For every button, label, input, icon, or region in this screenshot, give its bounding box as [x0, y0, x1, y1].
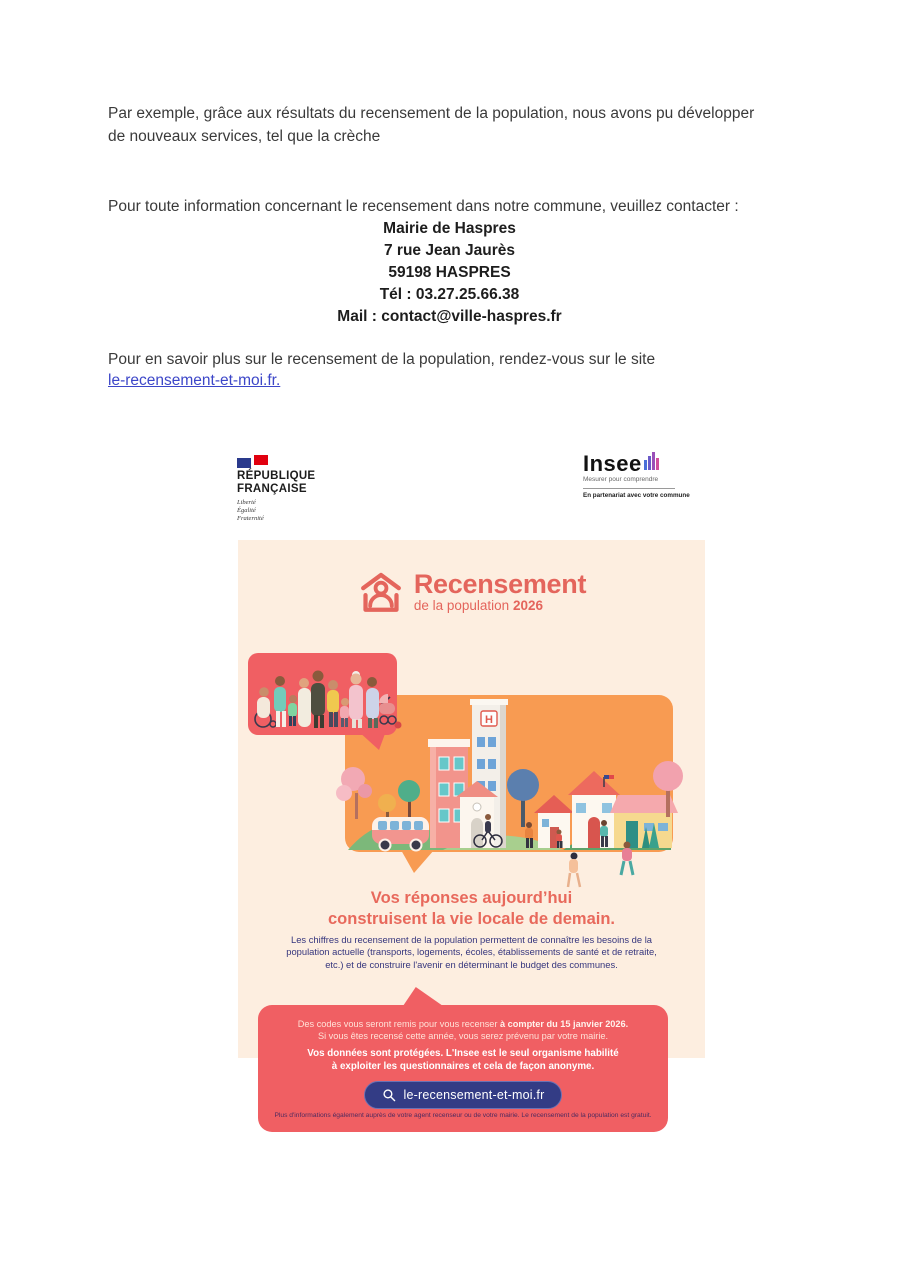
- house-person-icon: [357, 566, 405, 618]
- body-line: etc.) et de construire l'avenir en déterminant le budget des communes.: [325, 958, 618, 970]
- body-line: Les chiffres du recensement de la population permettent de connaître les besoins de la: [291, 934, 652, 945]
- contact-block: [0, 218, 899, 328]
- notice-codes-text: [278, 1019, 648, 1042]
- notice-line1-bold: à compter du 15 janvier 2026.: [500, 1019, 629, 1029]
- contact-street: 7 rue Jean Jaurès: [384, 242, 515, 259]
- insee-tagline: Mesurer pour comprendre: [583, 476, 659, 483]
- hospital-sign: H: [485, 714, 493, 726]
- poster-body-text: [262, 934, 681, 971]
- notice-line2: Si vous êtes recensé cette année, vous serez prévenu par votre mairie.: [317, 1030, 609, 1041]
- contact-postal-city: 59198 HASPRES: [388, 264, 511, 281]
- divider: [583, 488, 675, 489]
- poster-subtitle-text: de la population: [413, 598, 510, 613]
- pedestrian-icon: [525, 822, 533, 848]
- search-button-label: le-recensement-et-moi.fr: [403, 1088, 545, 1102]
- census-poster: [238, 540, 705, 1140]
- body-line: population actuelle (transports, logements, écoles, établissements de santé et de retraite,: [286, 946, 657, 958]
- paragraph-line: Par exemple, grâce aux résultats du recensement de la population, nous avons pu développer: [108, 105, 755, 122]
- notice-box: [258, 1005, 668, 1132]
- notice-line1: Des codes vous seront remis pour vous recenser: [297, 1019, 501, 1029]
- flag-red-block: [254, 455, 268, 465]
- walking-woman-icon: [568, 853, 580, 888]
- contact-phone: Tél : 03.27.25.66.38: [379, 286, 520, 303]
- contact-email: Mail : contact@ville-haspres.fr: [337, 308, 562, 325]
- rf-name-line1: RÉPUBLIQUE: [237, 470, 316, 482]
- notice-line4: à exploiter les questionnaires et cela de façon anonyme.: [331, 1060, 595, 1072]
- notice-line3: Vos données sont protégées. L'Insee est le seul organisme habilité: [307, 1048, 619, 1059]
- poster-title: Recensement: [413, 569, 587, 599]
- paragraph-services: [108, 103, 828, 148]
- flag-blue-block: [237, 458, 251, 468]
- poster-headline: [238, 888, 705, 930]
- rf-motto-fraternite: Fraternité: [237, 515, 264, 522]
- recensement-brand: [238, 566, 705, 618]
- notice-data-protection-text: [278, 1048, 648, 1073]
- town-illustration: [238, 645, 705, 895]
- poster-subtitle: [414, 598, 586, 613]
- headline-line1: Vos réponses aujourd’hui: [370, 889, 573, 907]
- paragraph-contact-intro: Pour toute information concernant le recensement dans notre commune, veuillez contacter :: [108, 198, 739, 215]
- notice-footnote: Plus d'informations également auprès de votre agent recenseur ou de votre mairie. Le recensement de la population est gratuit.: [274, 1112, 652, 1120]
- poster-year: 2026: [512, 598, 544, 613]
- french-flag-icon: [237, 455, 271, 468]
- insee-partnership-text: En partenariat avec votre commune: [583, 492, 690, 499]
- insee-bar-chart-icon: [644, 451, 660, 470]
- contact-name: Mairie de Haspres: [383, 220, 516, 237]
- search-icon: [382, 1088, 396, 1102]
- rf-name-line2: FRANÇAISE: [237, 482, 307, 495]
- search-button[interactable]: [364, 1081, 562, 1109]
- rf-motto-liberte: Liberté: [237, 499, 256, 506]
- headline-line2: construisent la vie locale de demain.: [327, 910, 616, 928]
- republique-francaise-logo: [237, 455, 327, 523]
- pedestrian-icon: [600, 820, 608, 847]
- rf-motto-egalite: Égalité: [237, 507, 256, 514]
- paragraph-more-info: Pour en savoir plus sur le recensement de la population, rendez-vous sur le site: [108, 351, 656, 368]
- paragraph-line: de nouveaux services, tel que la crèche: [108, 127, 381, 145]
- insee-wordmark: Insee: [583, 451, 642, 476]
- recensement-site-link[interactable]: le-recensement-et-moi.fr.: [108, 372, 281, 389]
- insee-logo: [583, 453, 693, 499]
